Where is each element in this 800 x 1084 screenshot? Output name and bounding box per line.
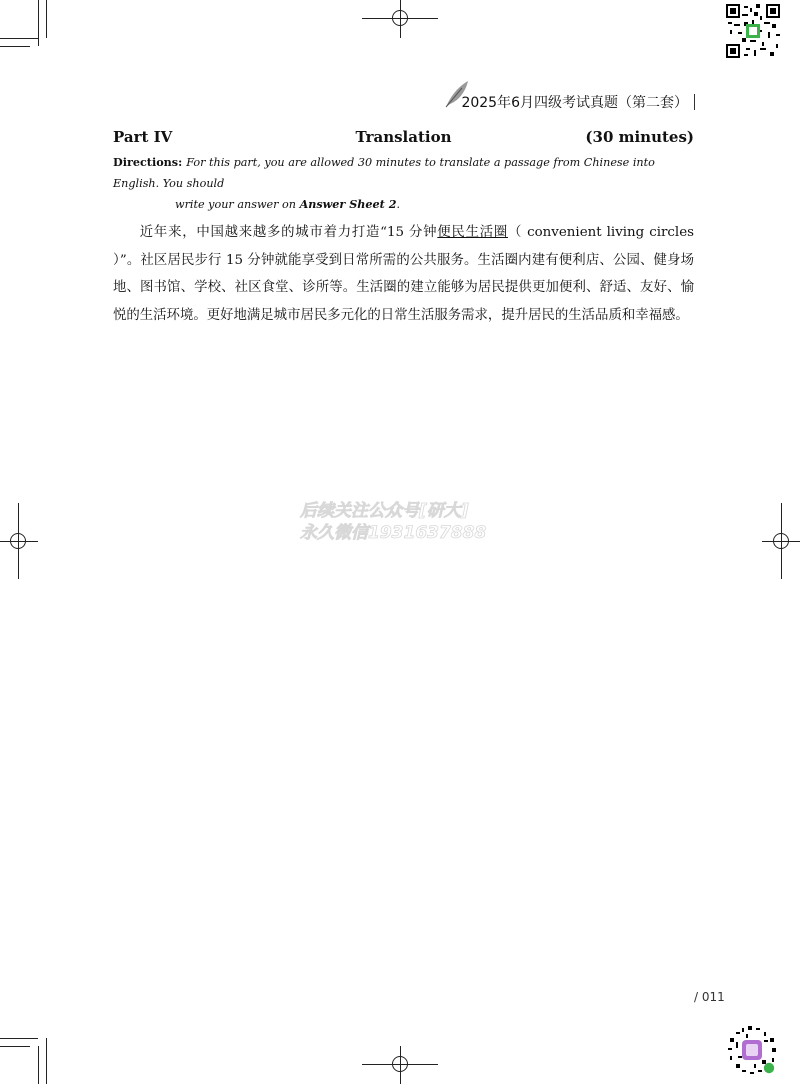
crop-mark [0,1046,30,1047]
watermark-line: 后续关注公众号[研大] [300,501,469,521]
crop-mark [46,0,47,38]
registration-circle-icon [773,533,789,549]
watermark [300,500,510,544]
directions-line2 [113,194,694,215]
directions-label: Directions: [113,155,183,169]
crop-mark [0,46,30,47]
crop-mark [46,1038,47,1084]
registration-circle-icon [392,1056,408,1072]
passage-text: （ convenient living circles ）”。社区居民步行 15 分钟就能享受到日常所需的公共服务。生活圈内建有便利店、公园、健身场地、图书馆、学校、社区食堂、诊所等。生活圈的建立能够为居民提供更加便利、舒适、友好、愉悦的生活环境。更好地满足城市居民多元化的日常生活服务需求，提升居民的生活品质和幸福感。 [113,225,695,323]
section-title: Translation [355,128,452,146]
translation-passage [113,219,694,329]
crop-mark [38,0,39,46]
passage-paragraph [113,219,694,329]
part-label: Part IV [113,128,173,146]
qr-code-icon [726,4,780,58]
watermark-line: 永久微信1931637888 [300,523,487,543]
page-number: / 011 [694,990,725,1004]
registration-circle-icon [392,10,408,26]
answer-sheet-label: Answer Sheet 2 [299,197,397,211]
directions-text: . [396,198,401,211]
registration-circle-icon [10,533,26,549]
qr-code-icon [724,1022,780,1078]
crop-mark [0,38,38,39]
header-title: 2025年6月四级考试真题（第二套） [461,95,688,111]
time-limit: (30 minutes) [585,128,694,146]
directions-text: For this part, you are allowed 30 minutes to translate a passage from Chinese into English. You should [113,156,655,190]
directions [113,152,694,215]
passage-text: 近年来，中国越来越多的城市着力打造“15 分钟 [139,225,438,240]
directions-text: write your answer on [175,198,300,211]
passage-underlined-term: 便民生活圈 [437,225,508,240]
crop-mark [38,1046,39,1084]
section-heading [113,128,694,148]
crop-mark [0,1038,38,1039]
header-divider [694,94,695,110]
